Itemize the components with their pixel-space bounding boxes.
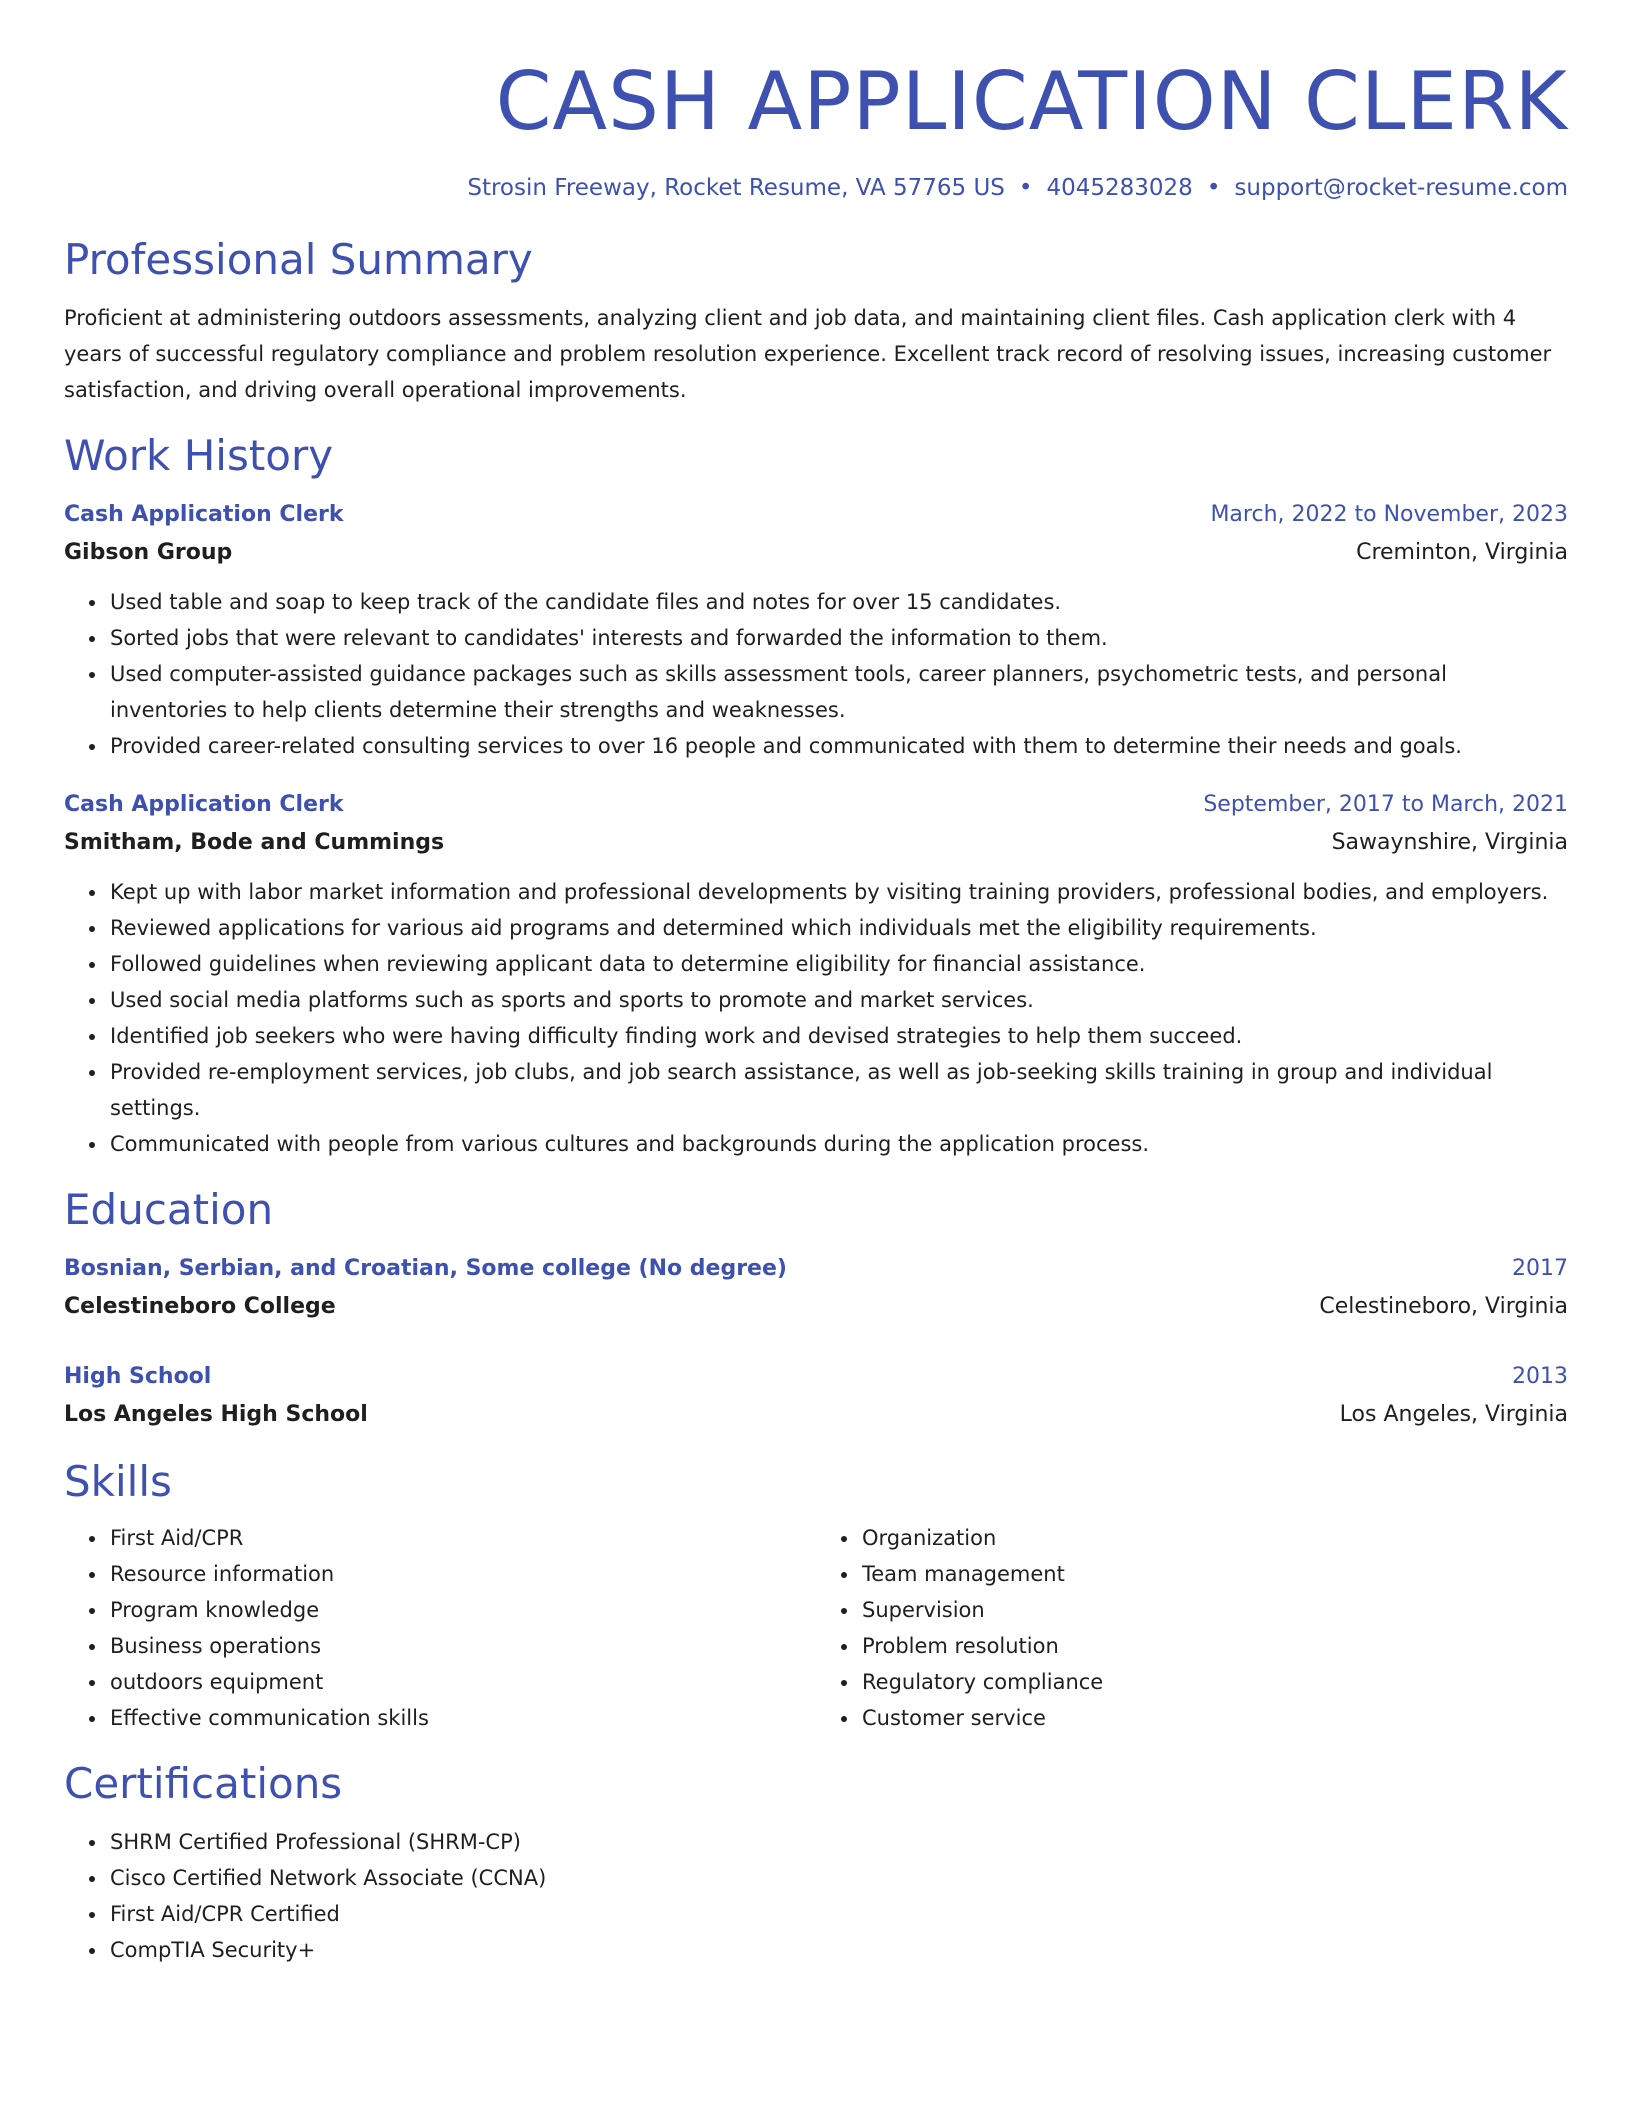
skill-item: • Program knowledge: [108, 1592, 816, 1628]
job-bullets: [64, 874, 1568, 1162]
job-bullet: • Followed guidelines when reviewing applicant data to determine eligibility for financial assistance.: [108, 946, 1568, 982]
job-role: Cash Application Clerk: [64, 792, 344, 817]
job-company: Gibson Group: [64, 540, 233, 565]
skill-item: • Organization: [860, 1520, 1568, 1556]
job-dates: September, 2017 to March, 2021: [1203, 792, 1568, 817]
job-bullet: • Sorted jobs that were relevant to candidates' interests and forwarded the information to them.: [108, 620, 1568, 656]
education-degree: High School: [64, 1364, 212, 1389]
job-bullet: • Kept up with labor market information and professional developments by visiting training providers, professional bodies, and employers.: [108, 874, 1568, 910]
certification-item: • First Aid/CPR Certified: [108, 1896, 1568, 1932]
skills-section: [64, 1454, 1568, 1736]
skill-item: • Business operations: [108, 1628, 816, 1664]
education-section: [64, 1182, 1568, 1434]
job-role: Cash Application Clerk: [64, 502, 344, 527]
skills-grid: [64, 1520, 1568, 1736]
skill-item: • Team management: [860, 1556, 1568, 1592]
education-school: Los Angeles High School: [64, 1402, 368, 1427]
skill-item: • Supervision: [860, 1592, 1568, 1628]
contact-separator: •: [1206, 175, 1221, 201]
skill-item: • First Aid/CPR: [108, 1520, 816, 1556]
education-location: Los Angeles, Virginia: [1339, 1402, 1568, 1427]
education-degree: Bosnian, Serbian, and Croatian, Some college (No degree): [64, 1256, 787, 1281]
skill-item: • Regulatory compliance: [860, 1664, 1568, 1700]
education-entry: [64, 1250, 1568, 1326]
contact-line: [64, 172, 1568, 204]
skill-item: • Resource information: [108, 1556, 816, 1592]
job-entry: [64, 496, 1568, 764]
contact-email[interactable]: support@rocket-resume.com: [1234, 175, 1568, 201]
education-year: 2013: [1512, 1364, 1568, 1389]
job-location: Creminton, Virginia: [1356, 540, 1568, 565]
job-entry: [64, 786, 1568, 1162]
job-company-row: [64, 824, 1568, 862]
work-history-heading: Work History: [64, 431, 334, 480]
certification-item: • CompTIA Security+: [108, 1932, 1568, 1968]
education-degree-row: [64, 1358, 1568, 1396]
education-school: Celestineboro College: [64, 1294, 336, 1319]
job-title-row: [64, 786, 1568, 824]
certification-item: • SHRM Certified Professional (SHRM-CP): [108, 1824, 1568, 1860]
skills-list-right: [816, 1520, 1568, 1736]
job-dates: March, 2022 to November, 2023: [1210, 502, 1568, 527]
job-bullet: • Provided career-related consulting services to over 16 people and communicated with them to determine their needs and goals.: [108, 728, 1568, 764]
certification-item: • Cisco Certified Network Associate (CCNA): [108, 1860, 1568, 1896]
skills-list-left: [64, 1520, 816, 1736]
contact-separator: •: [1018, 175, 1033, 201]
certifications-heading: Certifications: [64, 1759, 343, 1808]
education-location: Celestineboro, Virginia: [1319, 1294, 1568, 1319]
job-bullets: [64, 584, 1568, 764]
contact-phone: 4045283028: [1046, 175, 1193, 201]
education-school-row: [64, 1396, 1568, 1434]
contact-address: Strosin Freeway, Rocket Resume, VA 57765 US: [467, 175, 1005, 201]
job-bullet: • Provided re-employment services, job clubs, and job search assistance, as well as job-seeking skills training in group and individual settings.: [108, 1054, 1568, 1126]
education-entry: [64, 1358, 1568, 1434]
job-bullet: • Used social media platforms such as sports and sports to promote and market services.: [108, 982, 1568, 1018]
skills-heading: Skills: [64, 1457, 172, 1506]
education-heading: Education: [64, 1185, 274, 1234]
job-company: Smitham, Bode and Cummings: [64, 830, 445, 855]
skill-item: • Problem resolution: [860, 1628, 1568, 1664]
work-history-section: [64, 428, 1568, 1162]
job-title-row: [64, 496, 1568, 534]
education-year: 2017: [1512, 1256, 1568, 1281]
job-bullet: • Used table and soap to keep track of the candidate files and notes for over 15 candidates.: [108, 584, 1568, 620]
job-bullet: • Identified job seekers who were having difficulty finding work and devised strategies to help them succeed.: [108, 1018, 1568, 1054]
education-degree-row: [64, 1250, 1568, 1288]
certifications-section: [64, 1756, 1568, 1968]
summary-text: Proficient at administering outdoors assessments, analyzing client and job data, and maintaining client files. Cash application clerk with 4 years of successful regulatory compliance and problem resolution experience. Excellent track record of resolving issues, increasing customer satisfaction, and driving overall operational improvements.: [64, 306, 1552, 402]
certifications-list: [64, 1824, 1568, 1968]
skill-item: • Customer service: [860, 1700, 1568, 1736]
summary-heading: Professional Summary: [64, 235, 533, 284]
job-bullet: • Used computer-assisted guidance packages such as skills assessment tools, career planners, psychometric tests, and personal inventories to help clients determine their strengths and weaknesses.: [108, 656, 1568, 728]
job-bullet: • Reviewed applications for various aid programs and determined which individuals met the eligibility requirements.: [108, 910, 1568, 946]
job-bullet: • Communicated with people from various cultures and backgrounds during the application process.: [108, 1126, 1568, 1162]
skill-item: • Effective communication skills: [108, 1700, 816, 1736]
summary-section: [64, 232, 1568, 408]
candidate-name: CASH APPLICATION CLERK: [495, 55, 1568, 148]
job-company-row: [64, 534, 1568, 572]
education-school-row: [64, 1288, 1568, 1326]
skill-item: • outdoors equipment: [108, 1664, 816, 1700]
job-location: Sawaynshire, Virginia: [1331, 830, 1568, 855]
